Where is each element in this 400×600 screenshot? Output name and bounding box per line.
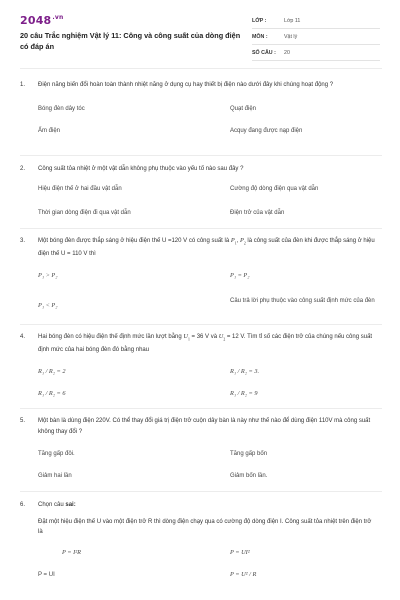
brand-suffix: .vn [52, 14, 64, 22]
meta-info [252, 14, 380, 62]
divider [20, 155, 382, 156]
question-stem: Công suất tỏa nhiệt ở một vật dẫn không phụ thuộc vào yếu tố nào sau đây ? [38, 166, 244, 172]
question-stem: Chọn câu sai: [38, 502, 76, 508]
option-b[interactable]: Tăng gấp bốn [230, 451, 268, 457]
question-stem: Một bàn là dùng điện 220V. Có thể thay đổi giá trị điện trở cuộn dây bàn là này như thế nào để dùng điện 110V mà công suất không thay đổi ? [38, 418, 371, 435]
option-c[interactable]: P = UI [38, 571, 55, 578]
question-6 [20, 500, 382, 594]
question-number: 4. [20, 334, 26, 340]
question-number: 2. [20, 166, 26, 172]
option-a[interactable]: Bóng đèn dây tóc [38, 105, 85, 112]
question-stem-detail: Đặt một hiệu điện thế U vào một điện trở R thì dòng điện chạy qua có cường độ dòng điện I. Công suất tỏa nhiệt trên điện trở là [38, 518, 372, 535]
option-a[interactable]: P = I²R [62, 548, 81, 556]
option-d[interactable]: Acquy đang được nạp điện [230, 127, 303, 134]
brand-logo[interactable] [20, 14, 63, 27]
question-stem: Điện năng biến đổi hoàn toàn thành nhiệt năng ở dụng cụ hay thiết bị điện nào dưới đây khi chúng hoạt động ? [38, 82, 334, 88]
question-1 [20, 80, 382, 141]
question-stem: Hai bóng đèn có hiệu điện thế định mức lần lượt bằng $U_1 = 36$ V và $U_2 = 12$ V. Tìm tỉ số các điện trở của chúng nếu công suất định mức của hai bóng đèn đó bằng nhau [38, 333, 373, 353]
option-b[interactable]: R₁ / R₂ = 3. [230, 368, 260, 376]
option-d[interactable]: Câu trả lời phụ thuộc vào công suất định mức của đèn [230, 298, 375, 305]
question-number: 6. [20, 502, 26, 508]
question-4 [20, 332, 382, 407]
divider [20, 68, 382, 69]
option-a[interactable]: P₁ > P₂ [38, 272, 58, 280]
brand-name: 2048 [20, 14, 52, 27]
question-3 [20, 236, 382, 333]
divider [20, 324, 382, 325]
meta-row-lop [252, 14, 380, 29]
option-c[interactable]: R₁ / R₂ = 6 [38, 390, 66, 398]
meta-mon-label: MÔN : [252, 34, 268, 40]
option-a[interactable]: Tăng gấp đôi. [38, 451, 75, 457]
divider [20, 228, 382, 229]
option-c[interactable]: P₁ < P₂ [38, 302, 58, 310]
divider [20, 491, 382, 492]
meta-row-mon [252, 30, 380, 45]
option-b[interactable]: P₁ = P₂ [230, 272, 250, 280]
page-title: 20 câu Trắc nghiệm Vật lý 11: Công và công suất của dòng điện có đáp án [20, 31, 241, 51]
meta-lop-value: Lớp 11 [284, 18, 301, 24]
option-b[interactable]: Cường độ dòng điện qua vật dẫn [230, 185, 319, 192]
option-b[interactable]: Quạt điện [230, 105, 257, 112]
option-c[interactable]: Giảm hai lần [38, 473, 72, 479]
meta-socau-value: 20 [284, 50, 290, 56]
question-stem: Một bóng đèn được thắp sáng ở hiệu điện thế U =120 V có công suất là $P_1$, $P_2$ là công suất của đèn khi được thắp sáng ở hiệu điện thế U = 110 V thì [38, 237, 375, 257]
meta-lop-label: LỚP : [252, 18, 267, 24]
question-number: 5. [20, 418, 26, 424]
option-d[interactable]: Điện trở của vật dẫn [230, 209, 285, 216]
option-d[interactable]: P = U² / R [230, 570, 257, 578]
question-2 [20, 164, 382, 225]
meta-row-socau [252, 46, 380, 61]
question-number: 1. [20, 82, 26, 88]
meta-mon-value: Vật lý [284, 34, 298, 40]
question-5 [20, 416, 382, 489]
question-number: 3. [20, 238, 26, 244]
option-a[interactable]: Hiệu điện thế ở hai đầu vật dẫn [38, 185, 122, 192]
divider [20, 408, 382, 409]
option-d[interactable]: R₁ / R₂ = 9 [230, 390, 258, 398]
option-d[interactable]: Giảm bốn lần. [230, 473, 268, 479]
option-c[interactable]: Thời gian dòng điện đi qua vật dẫn [38, 209, 131, 216]
option-c[interactable]: Ấm điện [38, 127, 61, 134]
option-b[interactable]: P = UI² [230, 548, 250, 556]
meta-socau-label: SỐ CÂU : [252, 50, 276, 56]
option-a[interactable]: R₁ / R₂ = 2 [38, 368, 66, 376]
